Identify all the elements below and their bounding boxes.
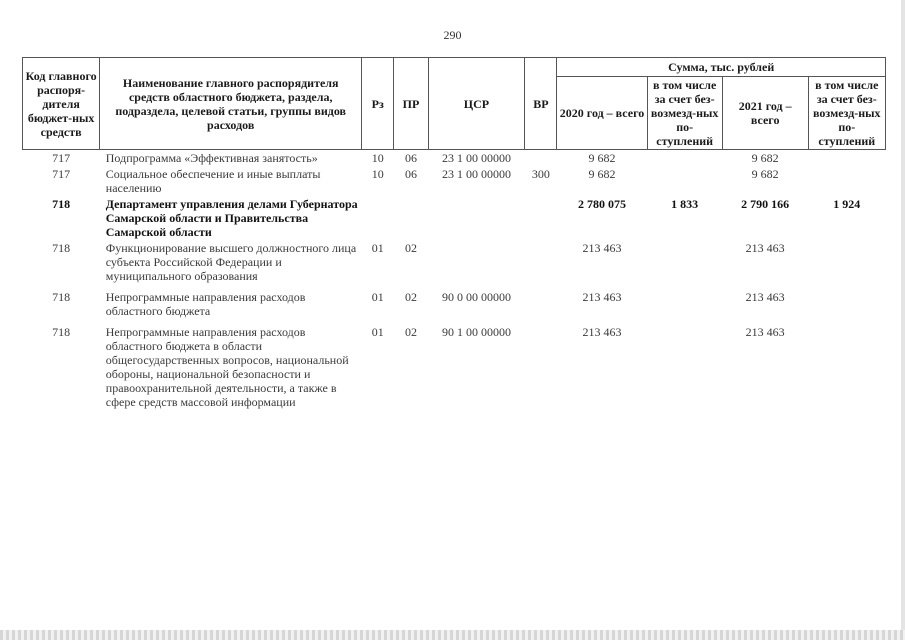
- scan-bottom-edge: [0, 630, 905, 640]
- row-2020-total: 213 463: [582, 325, 622, 339]
- table-row: [23, 240, 886, 284]
- row-rz: 01: [371, 241, 384, 255]
- row-csr: 23 1 00 00000: [441, 167, 511, 181]
- row-code: 717: [52, 167, 71, 181]
- header-code: Код главного распоря-дителя бюджет-ных средств: [23, 58, 100, 150]
- row-rz: 10: [371, 151, 384, 165]
- row-vr: 300: [531, 167, 550, 181]
- table-row: [23, 166, 886, 196]
- row-pr: [394, 196, 428, 240]
- row-2021-total: 9 682: [751, 151, 779, 165]
- row-rz: 01: [371, 290, 384, 304]
- row-2021-gratuitous: [808, 240, 885, 284]
- row-2020-gratuitous: [647, 284, 722, 319]
- row-name: Непрограммные направления расходов областного бюджета в области общегосударственных вопросов, национальной обороны, национальной безопасности и правоохранительной деятельности, а также в сфере средств массовой информации: [105, 325, 349, 409]
- table-header: [23, 58, 886, 150]
- row-2021-total: 2 790 166: [741, 197, 790, 211]
- row-2021-gratuitous: [808, 319, 885, 410]
- row-2020-total: 9 682: [588, 151, 616, 165]
- row-2020-gratuitous: [647, 319, 722, 410]
- row-pr: 02: [405, 325, 417, 339]
- row-2020-gratuitous: [647, 240, 722, 284]
- table-row: [23, 319, 886, 410]
- row-csr: 90 0 00 00000: [441, 290, 511, 304]
- row-2021-total: 213 463: [745, 290, 785, 304]
- row-2021-gratuitous: [808, 166, 885, 196]
- table-row: [23, 150, 886, 167]
- row-2020-total: 213 463: [582, 241, 622, 255]
- header-csr: ЦСР: [428, 58, 525, 150]
- row-csr: 90 1 00 00000: [441, 325, 511, 339]
- row-name: Функционирование высшего должностного лица субъекта Российской Федерации и муниципального образования: [105, 241, 357, 283]
- header-2021-total: 2021 год – всего: [722, 77, 808, 150]
- budget-table: [22, 57, 886, 410]
- row-2020-total: 213 463: [582, 290, 622, 304]
- row-pr: 02: [405, 241, 417, 255]
- budget-table-sheet: [22, 57, 886, 410]
- header-pr: ПР: [394, 58, 428, 150]
- row-rz: 10: [371, 167, 384, 181]
- header-2020-gratuitous: в том числе за счет без-возмезд-ных по-ступлений: [647, 77, 722, 150]
- row-rz: [362, 196, 394, 240]
- row-2021-gratuitous: [808, 150, 885, 167]
- row-pr: 06: [405, 167, 417, 181]
- row-csr: [428, 240, 525, 284]
- row-pr: 06: [405, 151, 417, 165]
- row-csr: [428, 196, 525, 240]
- row-vr: [525, 319, 557, 410]
- header-rz: Рз: [362, 58, 394, 150]
- row-2021-gratuitous: [808, 284, 885, 319]
- header-2020-total: 2020 год – всего: [557, 77, 647, 150]
- row-2021-gratuitous: 1 924: [833, 197, 861, 211]
- row-2021-total: 9 682: [751, 167, 779, 181]
- row-rz: 01: [371, 325, 384, 339]
- row-vr: [525, 196, 557, 240]
- row-code: 718: [52, 241, 71, 255]
- table-body: [23, 150, 886, 411]
- row-name: Социальное обеспечение и иные выплаты населению: [105, 167, 321, 195]
- row-pr: 02: [405, 290, 417, 304]
- row-2021-total: 213 463: [745, 325, 785, 339]
- header-name: Наименование главного распорядителя средств областного бюджета, раздела, подраздела, целевой статьи, группы видов расходов: [100, 58, 362, 150]
- row-name: Подпрограмма «Эффективная занятость»: [105, 151, 318, 165]
- header-2021-gratuitous: в том числе за счет без-возмезд-ных по-ступлений: [808, 77, 885, 150]
- row-vr: [525, 240, 557, 284]
- table-row: [23, 284, 886, 319]
- row-code: 718: [52, 197, 71, 211]
- row-code: 718: [52, 325, 71, 339]
- header-sum: Сумма, тыс. рублей: [557, 58, 886, 77]
- row-2021-total: 213 463: [745, 241, 785, 255]
- row-vr: [525, 150, 557, 167]
- row-code: 718: [52, 290, 71, 304]
- scan-right-edge: [901, 0, 905, 640]
- header-vr: ВР: [525, 58, 557, 150]
- row-2020-total: 9 682: [588, 167, 616, 181]
- row-name: Непрограммные направления расходов областного бюджета: [105, 290, 306, 318]
- row-name: Департамент управления делами Губернатора Самарской области и Правительства Самарской области: [105, 197, 358, 239]
- row-2020-gratuitous: [647, 166, 722, 196]
- page-number: 290: [443, 28, 462, 42]
- row-2020-gratuitous: [647, 150, 722, 167]
- row-vr: [525, 284, 557, 319]
- row-2020-gratuitous: 1 833: [671, 197, 699, 211]
- row-2020-total: 2 780 075: [578, 197, 627, 211]
- row-code: 717: [52, 151, 71, 165]
- table-row: [23, 196, 886, 240]
- row-csr: 23 1 00 00000: [441, 151, 511, 165]
